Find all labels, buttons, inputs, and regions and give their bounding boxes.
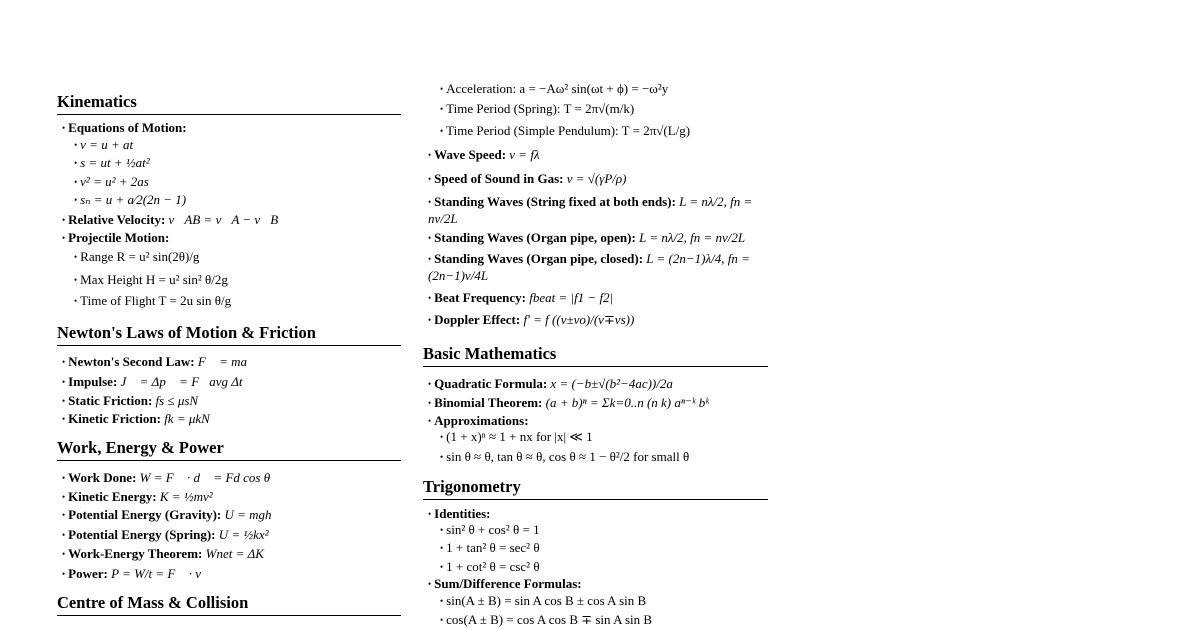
projectile-max-height: • Max Height H = u² sin² θ/2g: [74, 272, 228, 289]
wave-speed-label: Wave Speed:: [434, 147, 507, 162]
standing-closed-label: Standing Waves (Organ pipe, closed):: [434, 251, 644, 266]
eom-label: Equations of Motion:: [68, 120, 187, 135]
quadratic-item: [428, 376, 673, 393]
sound-speed-item: [428, 171, 627, 188]
projectile-label: Projectile Motion:: [68, 230, 170, 245]
pe-spring-label: Potential Energy (Spring):: [68, 527, 216, 542]
standing-open-item: [428, 230, 745, 247]
pe-gravity-label: Potential Energy (Gravity):: [68, 507, 222, 522]
identity-2: • 1 + tan² θ = sec² θ: [440, 540, 540, 557]
binomial-formula: (a + b)ⁿ = Σk=0..n (n k) aⁿ⁻ᵏ bᵏ: [545, 395, 709, 410]
identities-item: [428, 506, 491, 523]
wave-speed-formula: v = fλ: [509, 147, 540, 162]
work-done-item: [62, 470, 270, 487]
projectile-range: • Range R = u² sin(2θ)/g: [74, 249, 199, 266]
power-item: [62, 566, 211, 583]
standing-open-label: Standing Waves (Organ pipe, open):: [434, 230, 636, 245]
standing-open-formula: L = nλ/2, fn = nv/2L: [639, 230, 746, 245]
work-energy-theorem-label: Work-Energy Theorem:: [68, 546, 203, 561]
newton-heading: Newton's Laws of Motion & Friction: [57, 323, 401, 346]
approximation-2: • sin θ ≈ θ, tan θ ≈ θ, cos θ ≈ 1 − θ²/2 for small θ: [440, 449, 689, 466]
eom-eq3: • v² = u² + 2as: [74, 174, 149, 191]
doppler-item: [428, 312, 634, 329]
kinetic-friction-label: Kinetic Friction:: [68, 411, 161, 426]
standing-string-label: Standing Waves (String fixed at both ends):: [434, 194, 676, 209]
shm-time-period-spring: • Time Period (Spring): T = 2π√(m/k): [440, 101, 634, 118]
pe-spring-formula: U = ½kx²: [218, 527, 269, 542]
power-formula: P = W/t = F⃗ · v⃗: [111, 566, 212, 581]
newton-second-law-label: Newton's Second Law:: [68, 354, 195, 369]
identity-3: • 1 + cot² θ = csc² θ: [440, 559, 540, 576]
centre-of-mass-heading: Centre of Mass & Collision: [57, 593, 401, 616]
shm-acceleration: • Acceleration: a = −Aω² sin(ωt + ϕ) = −ω²y: [440, 81, 668, 98]
standing-string-item: [428, 194, 758, 227]
kinematics-heading: Kinematics: [57, 92, 401, 115]
approximations-item: [428, 413, 529, 430]
impulse-label: Impulse:: [68, 374, 118, 389]
work-done-label: Work Done:: [68, 470, 137, 485]
relative-velocity-label: Relative Velocity:: [68, 212, 166, 227]
identity-1: • sin² θ + cos² θ = 1: [440, 522, 540, 539]
beat-frequency-formula: fbeat = |f1 − f2|: [529, 290, 614, 305]
sum-difference-1: • sin(A ± B) = sin A cos B ± cos A sin B: [440, 593, 646, 610]
eom-eq2: • s = ut + ½at²: [74, 155, 150, 172]
beat-frequency-label: Beat Frequency:: [434, 290, 526, 305]
binomial-label: Binomial Theorem:: [434, 395, 543, 410]
doppler-formula: f′ = f ((v±vo)/(v∓vs)): [523, 312, 635, 327]
pe-spring-item: [62, 527, 269, 544]
pe-gravity-formula: U = mgh: [224, 507, 272, 522]
kinetic-energy-formula: K = ½mv²: [159, 489, 213, 504]
wave-speed-item: [428, 147, 540, 164]
relative-velocity-formula: v⃗AB = v⃗A − v⃗B: [168, 212, 279, 227]
standing-closed-formula: L = (2n−1)λ/4, fn = (2n−1)v/4L: [428, 251, 750, 283]
standing-string-formula: L = nλ/2, fn = nv/2L: [428, 194, 753, 226]
approximation-1: • (1 + x)ⁿ ≈ 1 + nx for |x| ≪ 1: [440, 429, 593, 446]
work-energy-theorem-item: [62, 546, 264, 563]
doppler-label: Doppler Effect:: [434, 312, 521, 327]
shm-time-period-pendulum: • Time Period (Simple Pendulum): T = 2π√(L/g): [440, 123, 690, 140]
sound-speed-formula: v = √(γP/ρ): [566, 171, 627, 186]
impulse-formula: J⃗ = Δp⃗ = F⃗avg Δt: [120, 374, 243, 389]
newton-second-law-formula: F⃗ = ma⃗: [197, 354, 258, 369]
eom-eq1: • v = u + at: [74, 137, 133, 154]
eom-item: [62, 120, 187, 137]
power-label: Power:: [68, 566, 108, 581]
approximations-label: Approximations:: [434, 413, 529, 428]
projectile-item: [62, 230, 169, 247]
relative-velocity-item: [62, 212, 278, 229]
quadratic-label: Quadratic Formula:: [434, 376, 548, 391]
sound-speed-label: Speed of Sound in Gas:: [434, 171, 564, 186]
static-friction-label: Static Friction:: [68, 393, 153, 408]
sum-difference-2: • cos(A ± B) = cos A cos B ∓ sin A sin B: [440, 612, 652, 629]
pe-gravity-item: [62, 507, 272, 524]
projectile-time-of-flight: • Time of Flight T = 2u sin θ/g: [74, 293, 231, 310]
work-done-formula: W = F⃗ · d⃗ = Fd cos θ: [139, 470, 271, 485]
kinetic-energy-item: [62, 489, 213, 506]
kinetic-energy-label: Kinetic Energy:: [68, 489, 157, 504]
sum-difference-label: Sum/Difference Formulas:: [434, 576, 582, 591]
identities-label: Identities:: [434, 506, 491, 521]
standing-closed-item: [428, 251, 758, 284]
eom-eq4: • sₙ = u + a⁄2(2n − 1): [74, 192, 186, 209]
newton-second-law-item: [62, 354, 257, 371]
beat-frequency-item: [428, 290, 613, 307]
basic-math-heading: Basic Mathematics: [423, 344, 768, 367]
binomial-item: [428, 395, 709, 412]
quadratic-formula: x = (−b±√(b²−4ac))/2a: [550, 376, 673, 391]
trigonometry-heading: Trigonometry: [423, 477, 768, 500]
kinetic-friction-item: [62, 411, 210, 428]
impulse-item: [62, 374, 243, 391]
work-energy-heading: Work, Energy & Power: [57, 438, 401, 461]
sum-difference-item: [428, 576, 582, 593]
static-friction-item: [62, 393, 198, 410]
work-energy-theorem-formula: Wnet = ΔK: [205, 546, 264, 561]
kinetic-friction-formula: fk = μkN: [164, 411, 210, 426]
static-friction-formula: fs ≤ μsN: [155, 393, 199, 408]
